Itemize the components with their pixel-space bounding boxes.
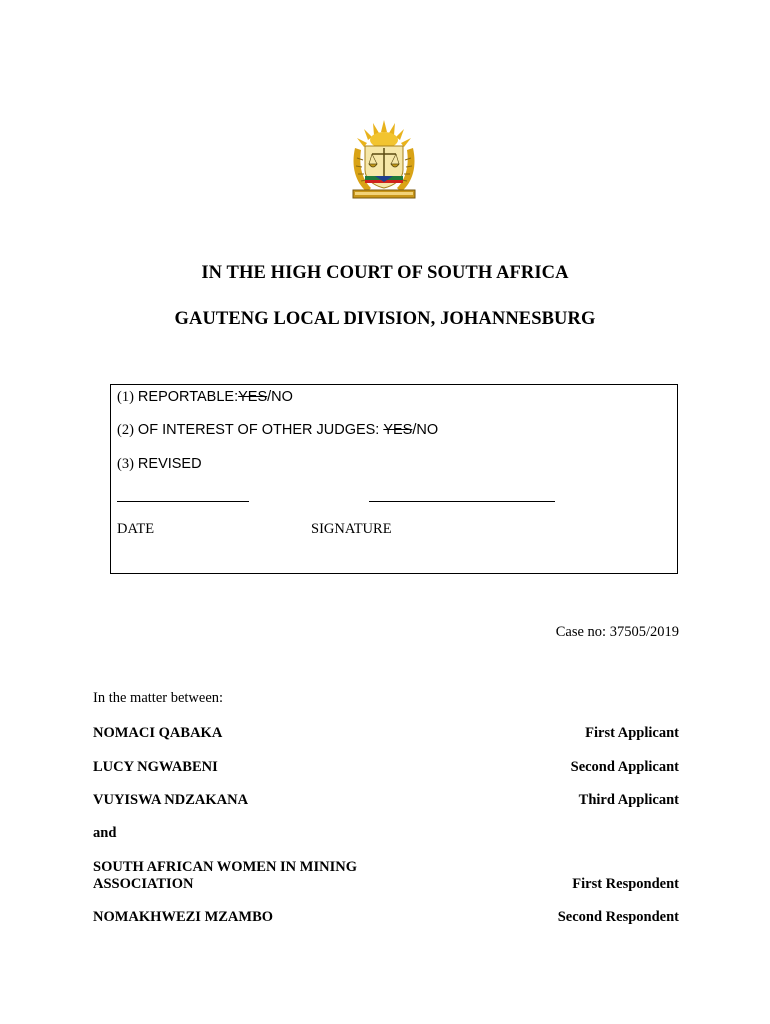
court-name-title: IN THE HIGH COURT OF SOUTH AFRICA <box>201 263 569 283</box>
third-applicant-name: VUYISWA NDZAKANA <box>93 792 249 808</box>
reportable-line: (1) REPORTABLE:YES/NO <box>117 389 293 405</box>
second-respondent-role: Second Respondent <box>557 909 679 925</box>
signature-line <box>369 501 555 502</box>
matter-intro: In the matter between: <box>93 690 224 706</box>
first-respondent-name-line2: ASSOCIATION <box>93 876 194 892</box>
case-number: Case no: 37505/2019 <box>555 624 679 640</box>
first-applicant-name: NOMACI QABAKA <box>93 725 223 741</box>
second-applicant-name: LUCY NGWABENI <box>93 759 218 775</box>
first-respondent-name-line1: SOUTH AFRICAN WOMEN IN MINING <box>93 859 357 875</box>
first-respondent-role: First Respondent <box>572 876 679 892</box>
interest-yes-struck: YES <box>383 422 413 438</box>
reportable-yes-struck: YES <box>238 389 268 405</box>
reportable-box <box>110 384 678 574</box>
signature-label: SIGNATURE <box>311 521 392 537</box>
of-interest-line: (2) OF INTEREST OF OTHER JUDGES: YES/NO <box>117 422 439 438</box>
court-division-title: GAUTENG LOCAL DIVISION, JOHANNESBURG <box>174 309 596 329</box>
date-label: DATE <box>117 521 155 537</box>
first-applicant-role: First Applicant <box>585 725 679 741</box>
conjunction-and: and <box>93 825 117 841</box>
second-respondent-name: NOMAKHWEZI MZAMBO <box>93 909 274 925</box>
revised-line: (3) REVISED <box>117 456 202 472</box>
third-applicant-role: Third Applicant <box>578 792 679 808</box>
second-applicant-role: Second Applicant <box>570 759 679 775</box>
date-signature-line <box>117 501 249 502</box>
coat-of-arms-icon <box>345 118 423 204</box>
